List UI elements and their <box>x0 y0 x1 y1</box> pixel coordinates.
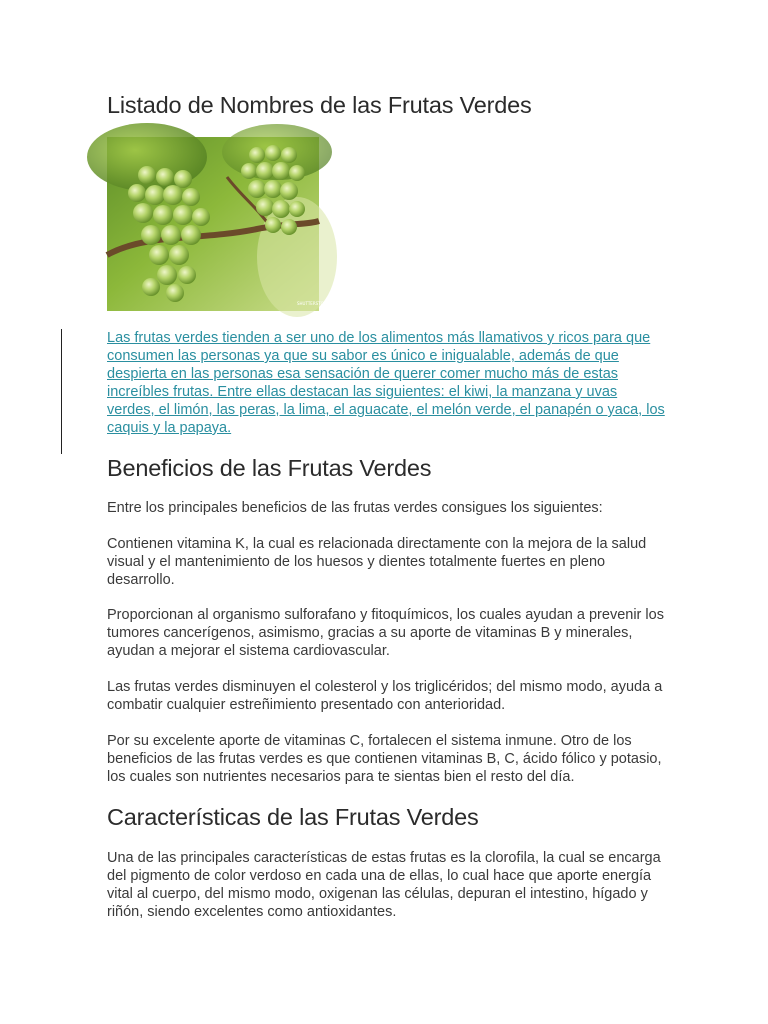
features-heading: Características de las Frutas Verdes <box>107 804 479 830</box>
revision-bar <box>61 329 62 454</box>
benefits-paragraph: Por su excelente aporte de vitaminas C, fortalecen el sistema inmune. Otro de los beneficios de las frutas verdes es que contienen vitaminas B, C, ácido fólico y potasio, los cuales son nutrientes necesarios para te sientas bien el resto del día. <box>107 733 662 785</box>
benefits-paragraph: Las frutas verdes disminuyen el colesterol y los triglicéridos; del mismo modo, ayuda a combatir cualquier estreñimiento presentado con anterioridad. <box>107 679 663 713</box>
features-paragraph: Una de las principales características de estas frutas es la clorofila, la cual se encarga del pigmento de color verdoso en cada una de ellas, lo cual hace que aporte energía vital al cuerpo, del mismo modo, oxigenan las células, depuran el intestino, hígado y riñón, siendo excelentes como antioxidantes. <box>107 850 661 920</box>
green-grapes-photo <box>107 137 330 311</box>
intro-link[interactable]: Las frutas verdes tienden a ser uno de los alimentos más llamativos y ricos para que consumen las personas ya que su sabor es único e inigualable, además de que despierta en las personas esa sensación de querer comer mucho más de estas increíbles frutas. Entre ellas destacan las siguientes: el kiwi, la manzana y uvas verdes, el limón, las peras, la lima, el aguacate, el melón verde, el panapén o yaca, los caquis y la papaya. <box>107 330 665 436</box>
benefits-heading: Beneficios de las Frutas Verdes <box>107 455 432 481</box>
photo-credit: SHUTTERSTOCK <box>297 301 330 306</box>
benefits-paragraph: Contienen vitamina K, la cual es relacionada directamente con la mejora de la salud visual y el mantenimiento de los huesos y dientes totalmente fuertes en pleno desarrollo. <box>107 536 647 588</box>
benefits-paragraph: Entre los principales beneficios de las frutas verdes consigues los siguientes: <box>107 500 603 516</box>
benefits-paragraph: Proporcionan al organismo sulforafano y fitoquímicos, los cuales ayudan a prevenir los tumores cancerígenos, asimismo, gracias a su aporte de vitaminas B y minerales, ayudan a mejorar el sistema cardiovascular. <box>107 607 664 659</box>
page-title: Listado de Nombres de las Frutas Verdes <box>107 92 532 118</box>
